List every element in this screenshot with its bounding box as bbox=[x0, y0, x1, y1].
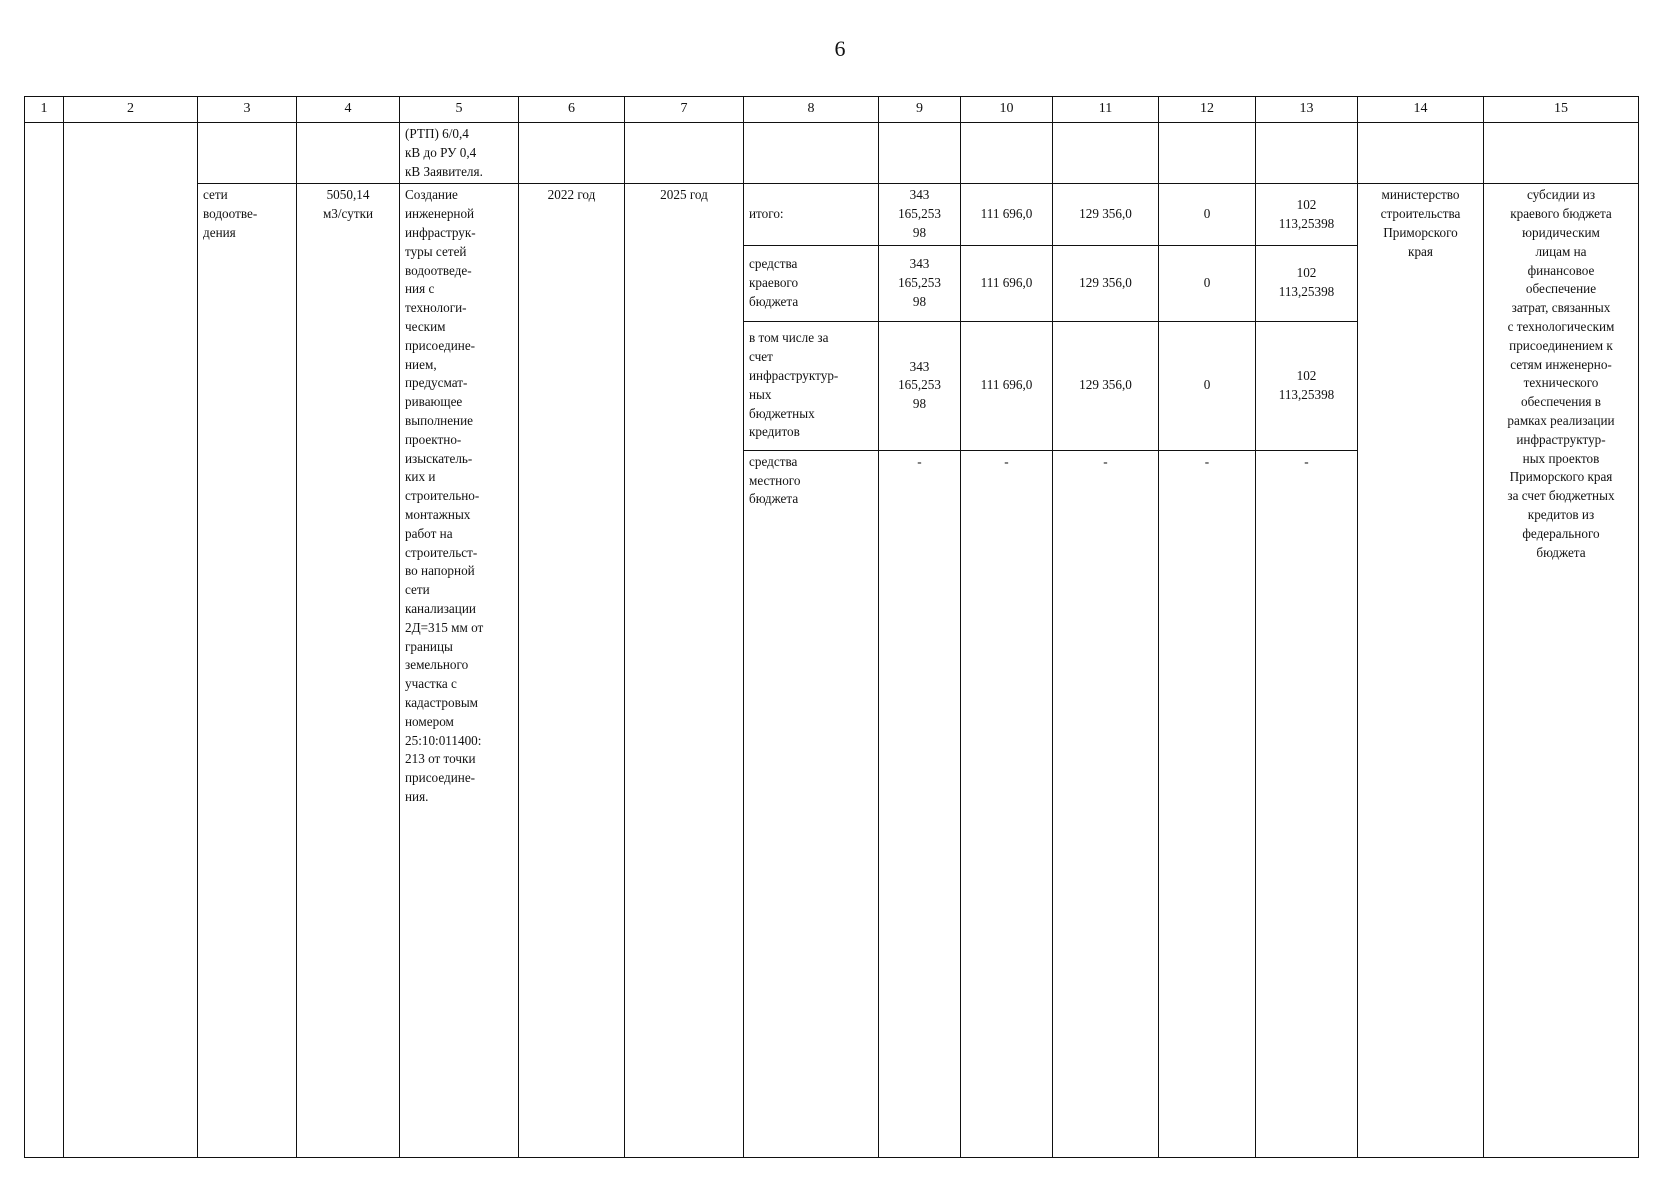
funding-value-col9 bbox=[879, 184, 961, 245]
cell-col13 bbox=[1256, 123, 1358, 184]
col-header: 10 bbox=[961, 97, 1053, 123]
col-header: 12 bbox=[1159, 97, 1256, 123]
value-text: 129 356,0 bbox=[1079, 377, 1132, 393]
value-text: 102 113,25398 bbox=[1278, 265, 1335, 300]
col-header: 3 bbox=[198, 97, 297, 123]
col-header: 5 bbox=[400, 97, 519, 123]
cell-end-year bbox=[625, 184, 744, 1157]
end-year-text: 2025 год bbox=[660, 187, 708, 203]
cell-col12 bbox=[1159, 123, 1256, 184]
network-type-text: сети водоотве- дения bbox=[203, 187, 258, 240]
funding-label-text: итого: bbox=[749, 206, 784, 222]
value-text: 111 696,0 bbox=[980, 274, 1033, 290]
value-text: - bbox=[917, 453, 922, 469]
funding-value-col12 bbox=[1159, 450, 1256, 1157]
funding-value-col13 bbox=[1256, 245, 1358, 321]
funding-value-col13 bbox=[1256, 184, 1358, 245]
table-row-funding-total bbox=[25, 184, 1639, 245]
funding-value-col10 bbox=[961, 321, 1053, 450]
funding-source-text: субсидии из краевого бюджета юридическим лицам на финансовое обеспечение затрат, связанных с технологическим присоединением к сетям инженерно- технического обеспечения в рамках реализации инфраструктур- ных проектов Приморского края за счет бюджетных кредитов из федерального бюджета bbox=[1507, 187, 1615, 560]
value-text: 102 113,25398 bbox=[1278, 367, 1335, 402]
col-header: 4 bbox=[297, 97, 400, 123]
value-text: 111 696,0 bbox=[980, 377, 1033, 393]
funding-value-col12 bbox=[1159, 321, 1256, 450]
funding-value-col10 bbox=[961, 450, 1053, 1157]
col-header: 1 bbox=[25, 97, 64, 123]
value-text: 0 bbox=[1203, 274, 1211, 290]
cell-col11 bbox=[1053, 123, 1159, 184]
funding-value-col13 bbox=[1256, 450, 1358, 1157]
funding-value-col12 bbox=[1159, 184, 1256, 245]
cell-col7 bbox=[625, 123, 744, 184]
table-row-continuation bbox=[25, 123, 1639, 184]
cell-capacity bbox=[297, 184, 400, 1157]
cell-col8 bbox=[744, 123, 879, 184]
cell-funding-source-note bbox=[1484, 184, 1639, 1157]
cell-col14 bbox=[1358, 123, 1484, 184]
funding-value-col11 bbox=[1053, 321, 1159, 450]
funding-value-col9 bbox=[879, 450, 961, 1157]
value-text: - bbox=[1304, 453, 1309, 469]
budget-table bbox=[24, 96, 1639, 1158]
col-header: 7 bbox=[625, 97, 744, 123]
col-header: 13 bbox=[1256, 97, 1358, 123]
header-row bbox=[25, 97, 1639, 123]
value-text: 111 696,0 bbox=[980, 206, 1033, 222]
cell-network-type bbox=[198, 184, 297, 1157]
cell-col15 bbox=[1484, 123, 1639, 184]
col-header: 15 bbox=[1484, 97, 1639, 123]
funding-value-col11 bbox=[1053, 450, 1159, 1157]
cell-col1 bbox=[25, 123, 64, 1158]
col-header: 14 bbox=[1358, 97, 1484, 123]
page-number: 6 bbox=[834, 36, 846, 61]
col-header: 9 bbox=[879, 97, 961, 123]
funding-value-col11 bbox=[1053, 184, 1159, 245]
cell-col10 bbox=[961, 123, 1053, 184]
funding-label bbox=[744, 321, 879, 450]
col-header: 6 bbox=[519, 97, 625, 123]
value-text: 102 113,25398 bbox=[1278, 196, 1335, 231]
col-header: 2 bbox=[64, 97, 198, 123]
col-header: 11 bbox=[1053, 97, 1159, 123]
value-text: - bbox=[1004, 453, 1009, 469]
capacity-text: 5050,14 м3/сутки bbox=[322, 187, 374, 222]
value-text: 0 bbox=[1203, 206, 1211, 222]
cell-start-year bbox=[519, 184, 625, 1157]
value-text: 343 165,253 98 bbox=[898, 358, 941, 412]
cell-responsible-ministry bbox=[1358, 184, 1484, 1157]
cell-col4 bbox=[297, 123, 400, 184]
funding-value-col10 bbox=[961, 184, 1053, 245]
value-text: 129 356,0 bbox=[1079, 274, 1132, 290]
cell-col5-continuation bbox=[400, 123, 519, 184]
funding-label bbox=[744, 245, 879, 321]
ministry-text: министерство строительства Приморского края bbox=[1380, 187, 1461, 259]
value-text: - bbox=[1103, 453, 1108, 469]
value-text: 0 bbox=[1203, 377, 1211, 393]
funding-label-text: в том числе за счет инфраструктур- ных бюджетных кредитов bbox=[749, 330, 839, 440]
funding-label bbox=[744, 184, 879, 245]
cell-col3 bbox=[198, 123, 297, 184]
funding-label bbox=[744, 450, 879, 1157]
col-header: 8 bbox=[744, 97, 879, 123]
cell-col2 bbox=[64, 123, 198, 1158]
value-text: 129 356,0 bbox=[1079, 206, 1132, 222]
cell-col6 bbox=[519, 123, 625, 184]
funding-value-col9 bbox=[879, 321, 961, 450]
funding-value-col9 bbox=[879, 245, 961, 321]
funding-value-col10 bbox=[961, 245, 1053, 321]
value-text: 343 165,253 98 bbox=[898, 256, 941, 309]
start-year-text: 2022 год bbox=[547, 187, 596, 203]
budget-table-sheet bbox=[24, 96, 1639, 1158]
description-text: Создание инженерной инфраструк- туры сетей водоотведе- ния с технологи- ческим присоедине- нием, предусмат- ривающее выполнение проектно- изыскатель- ких и строительно- монтажных работ на строительст- во напорной сети канализации 2Д=315 мм от границы земельного участка с кадастровым номером 25:10:011400: 213 от точки присоедине- ния. bbox=[405, 187, 484, 804]
funding-value-col13 bbox=[1256, 321, 1358, 450]
funding-value-col12 bbox=[1159, 245, 1256, 321]
continuation-text: (РТП) 6/0,4 кВ до РУ 0,4 кВ Заявителя. bbox=[405, 126, 483, 179]
funding-label-text: средства краевого бюджета bbox=[749, 256, 799, 309]
funding-value-col11 bbox=[1053, 245, 1159, 321]
value-text: 343 165,253 98 bbox=[898, 187, 941, 240]
cell-description bbox=[400, 184, 519, 1157]
funding-label-text: средства местного бюджета bbox=[749, 453, 801, 507]
value-text: - bbox=[1204, 453, 1210, 469]
cell-col9 bbox=[879, 123, 961, 184]
